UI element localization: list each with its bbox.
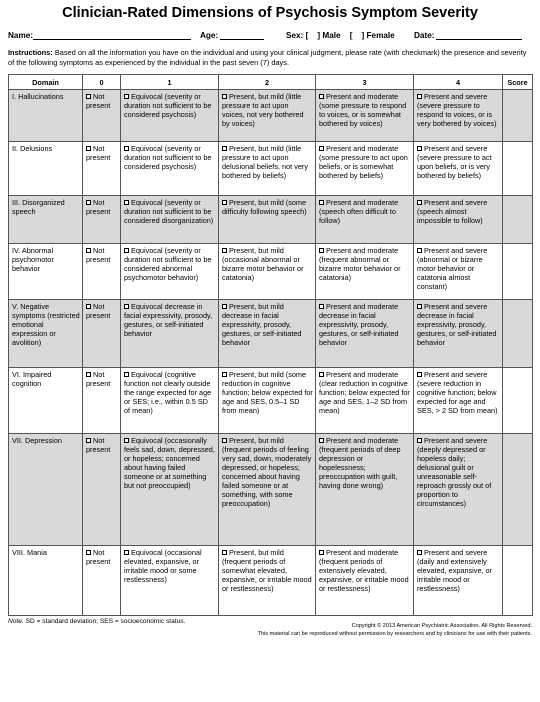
checkbox-icon[interactable] — [124, 304, 129, 309]
rating-text: Present and severe (abnormal or bizarre motor behavior or catatonia almost constant) — [417, 246, 488, 291]
rating-text: Equivocal (severity or duration not sufficient to be considered psychosis) — [124, 92, 212, 119]
checkbox-icon[interactable] — [417, 146, 422, 151]
rating-cell-4 — [414, 244, 503, 300]
domain-label: I. Hallucinations — [12, 92, 64, 101]
rating-cell-4 — [414, 546, 503, 616]
rating-cell-0 — [83, 90, 121, 142]
rating-cell-1 — [121, 368, 219, 434]
date-field — [414, 30, 522, 40]
rating-text: Equivocal (occasional elevated, expansive, or irritable mood or some restlessness) — [124, 548, 202, 584]
age-input-line[interactable] — [220, 30, 264, 40]
checkbox-icon[interactable] — [417, 248, 422, 253]
rating-text: Present and moderate (some pressure to respond to voices, or is somewhat bothered by voices) — [319, 92, 407, 128]
date-label: Date: — [414, 31, 435, 40]
checkbox-icon[interactable] — [222, 304, 227, 309]
rating-cell-1 — [121, 90, 219, 142]
header-0: 0 — [83, 75, 121, 90]
rating-cell-2 — [219, 90, 316, 142]
checkbox-icon[interactable] — [86, 372, 91, 377]
checkbox-icon[interactable] — [124, 550, 129, 555]
checkbox-icon[interactable] — [222, 550, 227, 555]
rating-text: Present and moderate decrease in facial expressivity, prosody, gestures, or self-initiated behavior — [319, 302, 399, 347]
checkbox-icon[interactable] — [124, 94, 129, 99]
checkbox-icon[interactable] — [222, 372, 227, 377]
rating-cell-2 — [219, 244, 316, 300]
rating-text: Not present — [86, 370, 111, 388]
domain-cell — [9, 546, 83, 616]
name-label: Name: — [8, 31, 34, 40]
rating-text: Present, but mild (some difficulty following speech) — [222, 198, 307, 216]
checkbox-icon[interactable] — [124, 248, 129, 253]
domain-cell — [9, 244, 83, 300]
rating-cell-1 — [121, 244, 219, 300]
instructions-label: Instructions: — [8, 48, 53, 57]
checkbox-icon[interactable] — [319, 94, 324, 99]
date-input-line[interactable] — [436, 30, 522, 40]
domain-label: II. Delusions — [12, 144, 53, 153]
rating-cell-2 — [219, 300, 316, 368]
rating-text: Equivocal (severity or duration not sufficient to be considered abnormal psychomotor behavior) — [124, 246, 212, 282]
permission-text: This material can be reproduced without permission by researchers and by clinicians for use with their patients. — [257, 630, 532, 637]
rating-text: Not present — [86, 436, 111, 454]
rating-cell-2 — [219, 142, 316, 196]
rating-text: Present and moderate (frequent periods of deep depression or hopelessness; preoccupation with guilt, having done wrong) — [319, 436, 401, 490]
rating-text: Present and moderate (speech often difficult to follow) — [319, 198, 399, 225]
score-cell[interactable] — [503, 434, 533, 546]
rating-text: Present and severe (severe pressure to act upon beliefs, or is very bothered by beliefs) — [417, 144, 492, 180]
header-2: 2 — [219, 75, 316, 90]
name-field — [8, 30, 200, 40]
checkbox-icon[interactable] — [417, 550, 422, 555]
rating-cell-3 — [316, 300, 414, 368]
domain-cell — [9, 368, 83, 434]
rating-text: Equivocal (severity or duration not sufficient to be considered disorganization) — [124, 198, 214, 225]
domain-label: IV. Abnormal psychomotor behavior — [12, 246, 54, 273]
header-1: 1 — [121, 75, 219, 90]
domain-cell — [9, 434, 83, 546]
rating-text: Present and moderate (some pressure to act upon beliefs, or is somewhat bothered by beliefs) — [319, 144, 408, 180]
domain-cell — [9, 300, 83, 368]
header-score: Score — [503, 75, 533, 90]
rating-text: Present and severe (severe pressure to respond to voices, or is very bothered by voices) — [417, 92, 497, 128]
checkbox-icon[interactable] — [417, 304, 422, 309]
rating-text: Equivocal (severity or duration not sufficient to be considered psychosis) — [124, 144, 212, 171]
rating-cell-3 — [316, 244, 414, 300]
rating-text: Equivocal decrease in facial expressivity, prosody, gestures, or self-initiated behavior — [124, 302, 213, 338]
domain-label: III. Disorganized speech — [12, 198, 65, 216]
note-text: SD = standard deviation; SES = socioeconomic status. — [23, 618, 186, 625]
rating-text: Present, but mild (frequent periods of somewhat elevated, expansive, or irritable mood or restlessness) — [222, 548, 312, 593]
rating-cell-1 — [121, 546, 219, 616]
rating-text: Present and moderate (frequent periods of extensively elevated, expansive, or irritable mood or restlessness) — [319, 548, 409, 593]
rating-cell-4 — [414, 196, 503, 244]
header-4: 4 — [414, 75, 503, 90]
header-3: 3 — [316, 75, 414, 90]
table-header-row — [9, 75, 533, 90]
checkbox-icon[interactable] — [86, 438, 91, 443]
rating-cell-3 — [316, 196, 414, 244]
rating-text: Present and severe (deeply depressed or hopeless daily; delusional guilt or unreasonable self-reproach grossly out of proportion to circumstances) — [417, 436, 492, 508]
checkbox-icon[interactable] — [417, 200, 422, 205]
table-row — [9, 434, 533, 546]
rating-cell-3 — [316, 368, 414, 434]
checkbox-icon[interactable] — [124, 200, 129, 205]
checkbox-icon[interactable] — [319, 146, 324, 151]
rating-text: Equivocal (occasionally feels sad, down, depressed, or hopeless; concerned about having failed someone or at something but not preoccupied) — [124, 436, 215, 490]
checkbox-icon[interactable] — [86, 304, 91, 309]
rating-text: Present and severe (speech almost impossible to follow) — [417, 198, 488, 225]
domain-label: V. Negative symptoms (restricted emotional expression or avolition) — [12, 302, 80, 347]
rating-cell-3 — [316, 434, 414, 546]
rating-cell-0 — [83, 142, 121, 196]
table-row — [9, 196, 533, 244]
symptom-table — [8, 74, 533, 616]
copyright-block — [8, 623, 532, 638]
rating-text: Present and severe decrease in facial expressivity, prosody, gestures, or self-initiated behavior — [417, 302, 497, 347]
rating-cell-1 — [121, 300, 219, 368]
checkbox-icon[interactable] — [222, 438, 227, 443]
rating-text: Not present — [86, 198, 111, 216]
rating-text: Present, but mild (little pressure to act upon voices, not very bothered by voices) — [222, 92, 304, 128]
rating-text: Present, but mild (some reduction in cognitive function; below expected for age and SES, 0.5–1 SD from mean) — [222, 370, 313, 415]
checkbox-icon[interactable] — [222, 248, 227, 253]
rating-cell-0 — [83, 196, 121, 244]
rating-text: Not present — [86, 92, 111, 110]
patient-info-row — [8, 28, 532, 40]
rating-cell-4 — [414, 300, 503, 368]
checkbox-icon[interactable] — [86, 146, 91, 151]
rating-cell-4 — [414, 434, 503, 546]
checkbox-icon[interactable] — [86, 248, 91, 253]
score-cell[interactable] — [503, 142, 533, 196]
domain-label: VI. Impaired cognition — [12, 370, 52, 388]
rating-cell-2 — [219, 546, 316, 616]
checkbox-icon[interactable] — [86, 200, 91, 205]
checkbox-icon[interactable] — [124, 438, 129, 443]
checkbox-icon[interactable] — [222, 200, 227, 205]
score-cell[interactable] — [503, 546, 533, 616]
domain-cell — [9, 196, 83, 244]
instructions-text: Based on all the information you have on the individual and using your clinical judgment, please rate (with checkmark) the presence and severity of the following symptoms as experienced by the individual in the past seven (7) days. — [8, 48, 527, 67]
rating-text: Not present — [86, 302, 111, 320]
score-cell[interactable] — [503, 90, 533, 142]
rating-cell-0 — [83, 434, 121, 546]
domain-cell — [9, 142, 83, 196]
table-row — [9, 368, 533, 434]
rating-cell-0 — [83, 546, 121, 616]
rating-text: Present and severe (daily and extensively elevated, expansive, or irritable mood or restlessness) — [417, 548, 493, 593]
table-row — [9, 546, 533, 616]
instructions — [8, 48, 532, 68]
checkbox-icon[interactable] — [86, 550, 91, 555]
table-row — [9, 90, 533, 142]
checkbox-icon[interactable] — [319, 304, 324, 309]
rating-text: Present, but mild decrease in facial expressivity, prosody, gestures, or self-initiated behavior — [222, 302, 302, 347]
score-cell[interactable] — [503, 244, 533, 300]
table-row — [9, 300, 533, 368]
rating-text: Not present — [86, 548, 111, 566]
rating-text: Present and severe (severe reduction in cognitive function; below expected for age and SES, > 2 SD from mean) — [417, 370, 498, 415]
rating-cell-4 — [414, 90, 503, 142]
checkbox-icon[interactable] — [222, 146, 227, 151]
rating-text: Not present — [86, 246, 111, 264]
checkbox-icon[interactable] — [417, 372, 422, 377]
rating-text: Present and moderate (clear reduction in cognitive function; below expected for age and SES, 1–2 SD from mean) — [319, 370, 410, 415]
rating-text: Equivocal (cognitive function not clearly outside the range expected for age or SES; i.e., within 0.5 SD of mean) — [124, 370, 212, 415]
rating-text: Present, but mild (frequent periods of feeling very sad, down, moderately depressed, or hopeless; concerned about having failed someone or at something, with some preoccupation) — [222, 436, 312, 508]
domain-cell — [9, 90, 83, 142]
rating-text: Present and moderate (frequent abnormal or bizarre motor behavior or catatonia) — [319, 246, 401, 282]
rating-cell-3 — [316, 90, 414, 142]
rating-text: Present, but mild (little pressure to act upon delusional beliefs, not very bothered by beliefs) — [222, 144, 308, 180]
score-cell[interactable] — [503, 196, 533, 244]
rating-text: Present, but mild (occasional abnormal or bizarre motor behavior or catatonia) — [222, 246, 304, 282]
rating-cell-2 — [219, 368, 316, 434]
checkbox-icon[interactable] — [319, 248, 324, 253]
checkbox-icon[interactable] — [222, 94, 227, 99]
score-cell[interactable] — [503, 368, 533, 434]
rating-cell-4 — [414, 142, 503, 196]
checkbox-icon[interactable] — [86, 94, 91, 99]
rating-cell-0 — [83, 244, 121, 300]
rating-cell-1 — [121, 434, 219, 546]
checkbox-icon[interactable] — [124, 146, 129, 151]
domain-label: VII. Depression — [12, 436, 62, 445]
rating-cell-2 — [219, 196, 316, 244]
rating-cell-2 — [219, 434, 316, 546]
sex-field[interactable] — [286, 31, 414, 40]
age-field — [200, 30, 286, 40]
checkbox-icon[interactable] — [319, 200, 324, 205]
domain-label: VIII. Mania — [12, 548, 47, 557]
score-cell[interactable] — [503, 300, 533, 368]
checkbox-icon[interactable] — [319, 372, 324, 377]
header-domain: Domain — [9, 75, 83, 90]
table-row — [9, 244, 533, 300]
rating-text: Not present — [86, 144, 111, 162]
rating-cell-4 — [414, 368, 503, 434]
rating-cell-3 — [316, 142, 414, 196]
checkbox-icon[interactable] — [124, 372, 129, 377]
checkbox-icon[interactable] — [417, 94, 422, 99]
note-label: Note. — [8, 618, 24, 625]
copyright-text: Copyright © 2013 American Psychiatric Association. All Rights Reserved. — [351, 623, 532, 629]
name-input-line[interactable] — [33, 30, 191, 40]
rating-cell-1 — [121, 142, 219, 196]
checkbox-icon[interactable] — [319, 438, 324, 443]
rating-cell-1 — [121, 196, 219, 244]
rating-cell-3 — [316, 546, 414, 616]
rating-cell-0 — [83, 300, 121, 368]
age-label: Age: — [200, 31, 219, 40]
checkbox-icon[interactable] — [417, 438, 422, 443]
sex-label[interactable]: Sex: [ ] Male [ ] Female — [286, 31, 395, 40]
table-row — [9, 142, 533, 196]
form-title: Clinician-Rated Dimensions of Psychosis Symptom Severity — [62, 5, 478, 21]
checkbox-icon[interactable] — [319, 550, 324, 555]
rating-cell-0 — [83, 368, 121, 434]
